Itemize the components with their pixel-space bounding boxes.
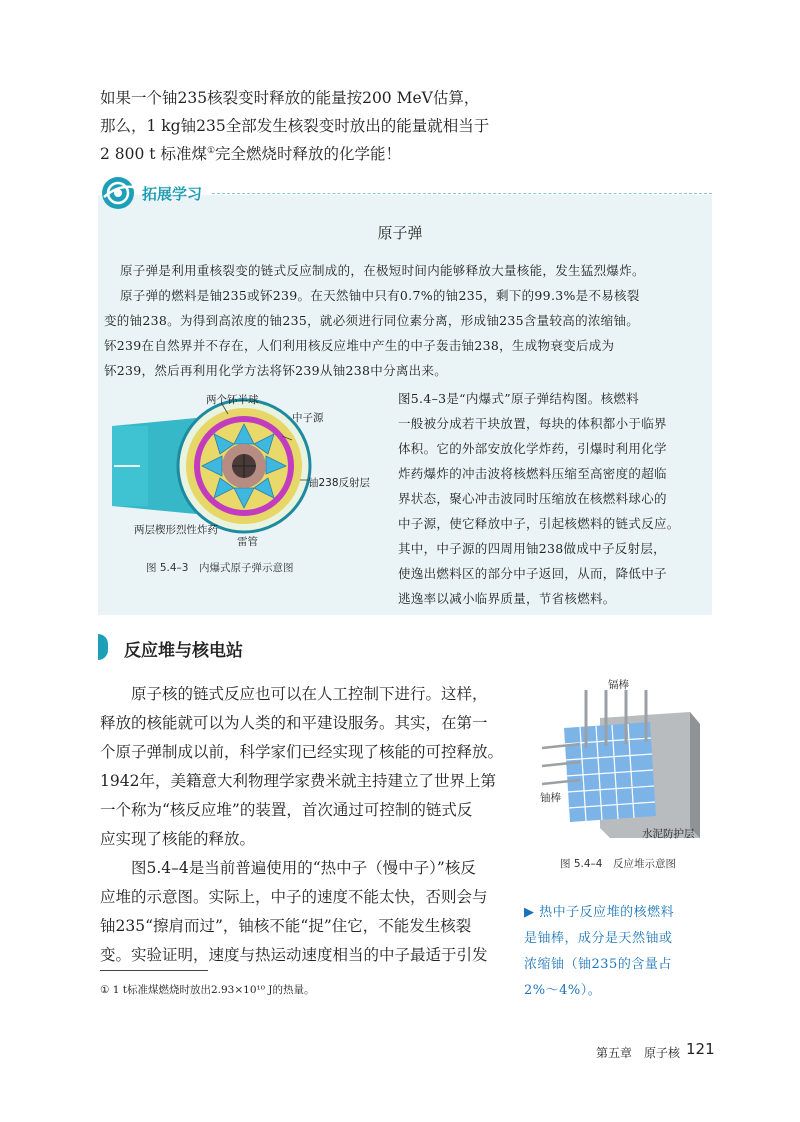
intro-line: 如果一个铀235核裂变时释放的能量按200 MeV估算， (100, 89, 480, 107)
intro-line-text: 完全燃烧时释放的化学能！ (215, 145, 402, 163)
side-line: 体积。它的外部安放化学炸药，引爆时利用化学 (398, 441, 667, 456)
extension-label: 拓展学习 (142, 185, 203, 203)
body-line: 释放的核能就可以为人类的和平建设服务。其实，在第一 (100, 714, 488, 732)
arrow-icon: ▶ (524, 905, 535, 920)
side-note (524, 900, 724, 1004)
section-title: 反应堆与核电站 (124, 641, 243, 661)
side-line: 使逸出燃料区的部分中子返回，从而，降低中子 (398, 566, 667, 581)
side-line: 图5.4–3是“内爆式”原子弹结构图。核燃料 (398, 391, 639, 406)
side-paragraph (398, 386, 708, 611)
box-paragraph (120, 258, 700, 283)
side-line: 其中，中子源的四周用铀238做成中子反射层， (398, 541, 666, 556)
extension-header (100, 175, 712, 211)
note-line: 是铀棒，成分是天然铀或 (524, 931, 673, 946)
label-reflector: 铀238反射层 (308, 477, 371, 489)
chapter-label: 第五章 原子核 (596, 1046, 681, 1060)
box-line: 钚239在自然界并不存在，人们利用核反应堆中产生的中子轰击铀238，生成物衰变后成为 (104, 338, 615, 353)
side-line: 中子源，使它释放中子，引起核燃料的链式反应。 (398, 516, 680, 531)
label-plutonium: 两个钚半球 (206, 394, 259, 406)
note-line: 2%～4%）。 (524, 983, 602, 998)
reactor-caption: 图 5.4–4 反应堆示意图 (560, 858, 676, 870)
body-line: 应堆的示意图。实际上，中子的速度不能太快，否则会与 (100, 888, 488, 906)
section-body (100, 680, 520, 970)
body-line: 应实现了核能的释放。 (100, 830, 256, 848)
side-line: 逃逸率以减小临界质量，节省核燃料。 (398, 591, 616, 606)
section-marker (98, 634, 108, 660)
label-detonator: 雷管 (237, 536, 258, 548)
label-uranium-rod: 铀棒 (540, 792, 561, 804)
footnote-divider (100, 970, 208, 971)
footnote-mark: ① (206, 145, 216, 156)
label-cadmium-rod: 镉棒 (608, 679, 629, 691)
figure-caption: 图 5.4–3 内爆式原子弹示意图 (146, 562, 294, 574)
globe-icon (100, 175, 136, 211)
note-text: 热中子反应堆的核燃料 (539, 905, 675, 920)
page-number: 121 (686, 1040, 715, 1058)
footnote: ① 1 t标准煤燃烧时放出2.93×10¹⁰ J的热量。 (100, 984, 315, 996)
body-line: 原子核的链式反应也可以在人工控制下进行。这样， (100, 685, 488, 703)
side-line: 炸药爆炸的冲击波将核燃料压缩至高密度的超临 (398, 466, 667, 481)
label-neutron-source: 中子源 (292, 412, 324, 424)
box-line: 钚239，然后再利用化学方法将钚239从铀238中分离出来。 (104, 363, 448, 378)
intro-line (100, 140, 520, 168)
side-line: 界状态，聚心冲击波同时压缩放在核燃料球心的 (398, 491, 667, 506)
body-line: 图5.4–4是当前普遍使用的“热中子（慢中子）”核反 (100, 859, 476, 877)
box-paragraph (120, 283, 700, 308)
body-line: 个原子弹制成以前，科学家们已经实现了核能的可控释放。 (100, 743, 504, 761)
box-title: 原子弹 (377, 224, 423, 242)
intro-line-text: 2 800 t 标准煤 (100, 145, 207, 163)
body-line: 铀235“擦肩而过”，铀核不能“捉”住它，不能发生核裂 (100, 917, 472, 935)
intro-paragraph (100, 84, 520, 168)
body-line: 变。实验证明，速度与热运动速度相当的中子最适于引发 (100, 946, 488, 964)
body-line: 一个称为“核反应堆”的装置，首次通过可控制的链式反 (100, 801, 473, 819)
label-concrete: 水泥防护层 (642, 828, 695, 840)
body-line: 1942年，美籍意大利物理学家费米就主持建立了世界上第 (100, 772, 496, 790)
box-line: 变的铀238。为得到高浓度的铀235，就必须进行同位素分离，形成铀235含量较高的浓缩铀。 (104, 313, 640, 328)
box-paragraph (104, 308, 684, 383)
label-explosive: 两层楔形烈性炸药 (134, 524, 218, 536)
note-line: 浓缩铀（铀235的含量占 (524, 957, 672, 972)
side-line: 一般被分成若干块放置，每块的体积都小于临界 (398, 416, 667, 431)
box-line: 原子弹的燃料是铀235或钚239。在天然铀中只有0.7%的铀235，剩下的99.3%是不易核裂 (120, 288, 640, 303)
note-line (524, 900, 724, 926)
intro-line: 那么，1 kg铀235全部发生核裂变时放出的能量就相当于 (100, 117, 490, 135)
header-divider (212, 193, 712, 194)
box-line: 原子弹是利用重核裂变的链式反应制成的，在极短时间内能够释放大量核能，发生猛烈爆炸。 (120, 263, 645, 278)
